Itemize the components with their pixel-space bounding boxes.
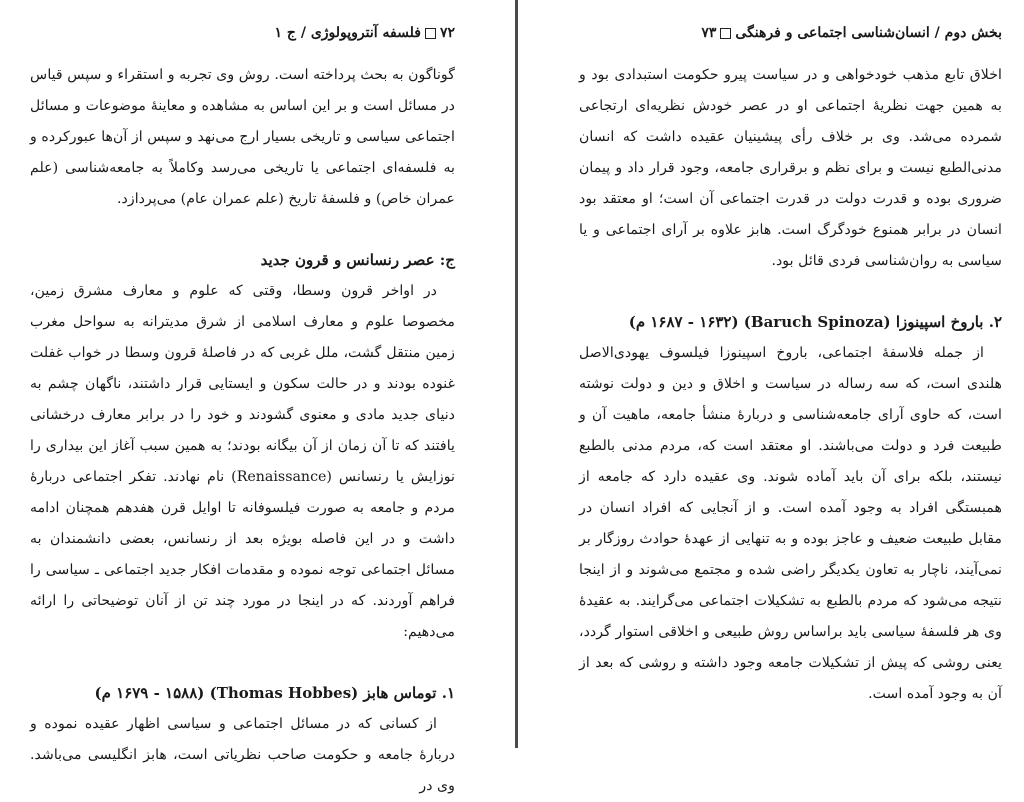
right-page-running-title: بخش دوم / انسان‌شناسی اجتماعی و فرهنگی [735, 25, 1002, 41]
paragraph-gap [30, 648, 455, 678]
left-page-body [30, 60, 455, 802]
hobbes-paragraph: از کسانی که در مسائل اجتماعی و سیاسی اظهار عقیده نموده و دربارهٔ جامعه و حکومت صاحب نظریاتی است، هابز انگلیسی می‌باشد. وی در [30, 716, 455, 794]
paragraph-gap [30, 215, 455, 245]
right-page-header [579, 24, 1002, 42]
left-page [0, 0, 515, 794]
spinoza-paragraph: از جمله فلاسفهٔ اجتماعی، باروخ اسپینوزا فیلسوف یهودی‌الاصل هلندی است، که سه رساله در سیاست و اخلاق و دین و دولت نوشته است، که حاوی آرای جامعه‌شناسی و دربارهٔ منشأ جامعه، ماهیت آن و طبیعت فرد و دولت می‌باشند. او معتقد است که، مردم مدنی بالطبع نیستند، بلکه برای آن باید آماده شوند. وی عقیده دارد که جامعه از همبستگی افراد به وجود آمده است. و از آنجایی که افراد انسان در مقابل طبیعت ضعیف و عاجز بوده و به تنهایی از عهدهٔ حوادث روزگار بر نمی‌آیند، ناچار به تعاون یکدیگر راضی شده و مجتمع می‌شوند و از اینجا نتیجه می‌شود که مردم بالطبع به تشکیلات اجتماعی می‌گرایند. به عقیدهٔ وی هر فلسفهٔ سیاسی باید براساس روش طبیعی و اخلاقی استوار گردد، یعنی روشی که پیش از تشکیلات جامعه وجود داشته و روشی که بعد از آن به وجود آمده است. [579, 345, 1002, 702]
square-ornament-icon [425, 28, 436, 39]
renaissance-paragraph: در اواخر قرون وسطا، وقتی که علوم و معارف مشرق زمین، مخصوصا علوم و معارف اسلامی از شرق مدیترانه به سواحل مغرب زمین منتقل گشت، ملل غربی که در فاصلهٔ قرون وسطا در خواب غفلت غنوده بودند و در حالت سکون و ایستایی قرار داشتند، ناگهان چشم به دنیای جدید مادی و معنوی گشودند و خود را در برابر معارف درخشانی یافتند که تا آن زمان از آن بیگانه بودند؛ به همین سبب آغاز این بیداری را نوزایش یا رنسانس (Renaissance) نام نهادند. تفکر اجتماعی دربارهٔ مردم و جامعه به صورت فیلسوفانه تا اوایل قرن هفدهم همچنان ادامه داشت و در این فاصله بویژه بعد از رنسانس، بعضی دانشمندان به مسائل اجتماعی توجه نموده و مقدمات افکار جدید اجتماعی ـ سیاسی را فراهم آوردند. که در اینجا در مورد چند تن از آنان توضیحاتی را ارائه می‌دهیم: [30, 283, 455, 640]
left-intro-paragraph: گوناگون به بحث پرداخته است. روش وی تجربه و استقراء و سپس قیاس در مسائل است و بر این اساس به مشاهده و معاینهٔ موضوعات و مسائل اجتماعی سیاسی و تاریخی بسیار ارج می‌نهد و سپس از آن‌ها عبورکرده و به فلسفه‌ای اجتماعی یا تاریخی می‌رسد وکاملاً به جامعه‌شناسی (علم عمران خاص) و فلسفهٔ تاریخ (علم عمران عام) می‌پردازد. [30, 67, 455, 207]
right-page [519, 0, 1024, 748]
left-page-number: ۷۲ [439, 25, 455, 41]
right-intro-paragraph: اخلاق تابع مذهب خودخواهی و در سیاست پیرو حکومت استبدادی بود و به همین جهت نظریهٔ اجتماعی او در عصر خودش نظریه‌ای ارتجاعی شمرده می‌شد. وی بر خلاف رأی پیشینیان عقیده داشت که انسان مدنی‌الطبع نیست و برای نظم و برقراری جامعه، وجود قرار داد و پیمان ضروری بوده و قدرت دولت در قدرت اجتماعی آن است؛ او معتقد بود انسان در برابر همنوع خودگرگ است. هابز علاوه بر آرای اجتماعی و یا سیاسی به روان‌شناسی فردی قائل بود. [579, 67, 1002, 269]
renaissance-section-heading: ج: عصر رنسانس و قرون جدید [260, 251, 455, 269]
spinoza-heading: ۲. باروخ اسپینوزا (Baruch Spinoza) (۱۶۸۷ - ۱۶۳۲ م) [628, 313, 1002, 331]
right-page-body [579, 60, 1002, 710]
square-ornament-icon [720, 28, 731, 39]
left-page-running-title: فلسفه آنتروپولوژی / ج ۱ [274, 25, 421, 41]
left-page-header [30, 24, 455, 42]
book-spine-divider [515, 0, 518, 748]
hobbes-heading: ۱. توماس هابز (Thomas Hobbes) (۱۶۷۹ - ۱۵۸۸ م) [94, 684, 455, 702]
right-page-number: ۷۳ [701, 25, 717, 41]
paragraph-gap [579, 277, 1002, 307]
